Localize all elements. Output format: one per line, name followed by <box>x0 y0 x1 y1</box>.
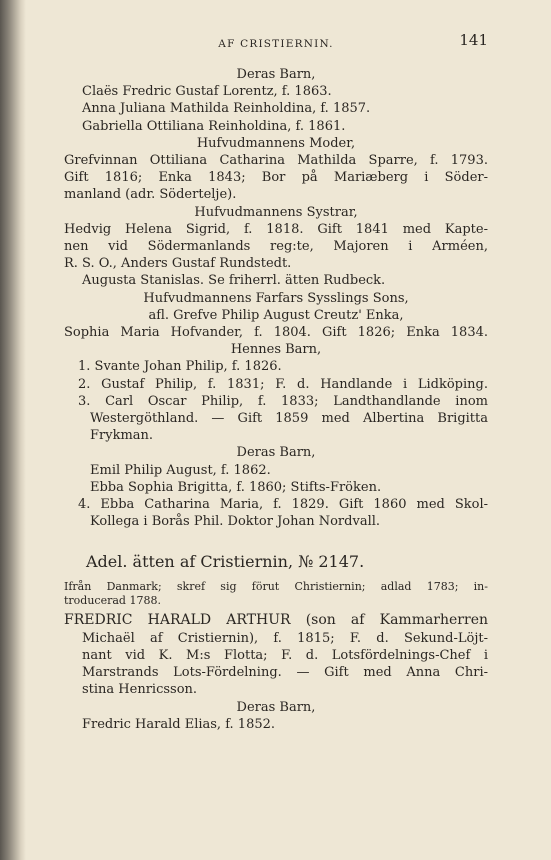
section-heading: Deras Barn, <box>236 699 316 715</box>
entry-line: stina Henricsson. <box>82 682 198 698</box>
entry-line: Augusta Stanislas. Se friherrl. ätten Rudbeck. <box>82 273 386 289</box>
running-title: AF CRISTIERNIN. <box>218 38 334 50</box>
section-heading: Hufvudmannens Moder, <box>196 135 356 151</box>
entry-line: nant vid K. M:s Flotta; F. d. Lotsfördelnings-Chef i <box>82 647 488 663</box>
entry-line: Westergöthland. — Gift 1859 med Albertina Brigitta <box>90 411 488 427</box>
entry-line: manland (adr. Södertelje). <box>64 187 237 203</box>
entry-line: FREDRIC HARALD ARTHUR (son af Kammarherren <box>64 612 488 629</box>
entry-line: Gabriella Ottiliana Reinholdina, f. 1861. <box>82 118 346 134</box>
numbered-entry: 4. Ebba Catharina Maria, f. 1829. Gift 1860 med Skol- <box>78 497 488 513</box>
entry-line: R. S. O., Anders Gustaf Rundstedt. <box>64 256 292 272</box>
page-header <box>64 30 488 50</box>
entry-line: Grefvinnan Ottiliana Catharina Mathilda Sparre, f. 1793. <box>64 153 488 169</box>
section-heading: Hufvudmannens Farfars Sysslings Sons, <box>143 290 409 306</box>
entry-line: Gift 1816; Enka 1843; Bor på Mariæberg i Söder- <box>64 170 488 186</box>
book-page <box>64 30 488 840</box>
section-heading: Deras Barn, <box>236 445 316 461</box>
section-heading: Deras Barn, <box>236 67 316 82</box>
origin-note: Ifrån Danmark; skref sig förut Christiernin; adlad 1783; in- <box>64 580 488 594</box>
section-heading: afl. Grefve Philip August Creutz' Enka, <box>148 307 404 323</box>
numbered-entry: 3. Carl Oscar Philip, f. 1833; Landthandlande inom <box>78 393 488 409</box>
entry-line: Kollega i Borås Phil. Doktor Johan Nordvall. <box>90 514 381 530</box>
entry-line: nen vid Södermanlands reg:te, Majoren i Arméen, <box>64 239 488 255</box>
section-heading: Hennes Barn, <box>230 342 322 358</box>
entry-line: Emil Philip August, f. 1862. <box>90 462 271 478</box>
entry-line: Sophia Maria Hofvander, f. 1804. Gift 1826; Enka 1834. <box>64 325 488 341</box>
entry-line: Anna Juliana Mathilda Reinholdina, f. 1857. <box>82 101 371 117</box>
entry-line: Claës Fredric Gustaf Lorentz, f. 1863. <box>82 84 332 100</box>
book-spine-shadow <box>0 0 26 860</box>
origin-note: troducerad 1788. <box>64 594 161 608</box>
page-number: 141 <box>459 31 488 49</box>
entry-line: Hedvig Helena Sigrid, f. 1818. Gift 1841 med Kapte- <box>64 221 488 237</box>
numbered-entry: 1. Svante Johan Philip, f. 1826. <box>78 359 282 375</box>
numbered-entry: 2. Gustaf Philip, f. 1831; F. d. Handlande i Lidköping. <box>78 376 488 392</box>
entry-line: Michaël af Cristiernin), f. 1815; F. d. Sekund-Löjt- <box>82 630 488 646</box>
entry-line: Marstrands Lots-Fördelning. — Gift med Anna Chri- <box>82 665 488 681</box>
family-heading: Adel. ätten af Cristiernin, № 2147. <box>86 552 365 572</box>
entry-line: Frykman. <box>90 428 154 444</box>
entry-line: Ebba Sophia Brigitta, f. 1860; Stifts-Fröken. <box>90 479 382 495</box>
section-heading: Hufvudmannens Systrar, <box>194 204 358 220</box>
entry-line: Fredric Harald Elias, f. 1852. <box>82 716 276 732</box>
